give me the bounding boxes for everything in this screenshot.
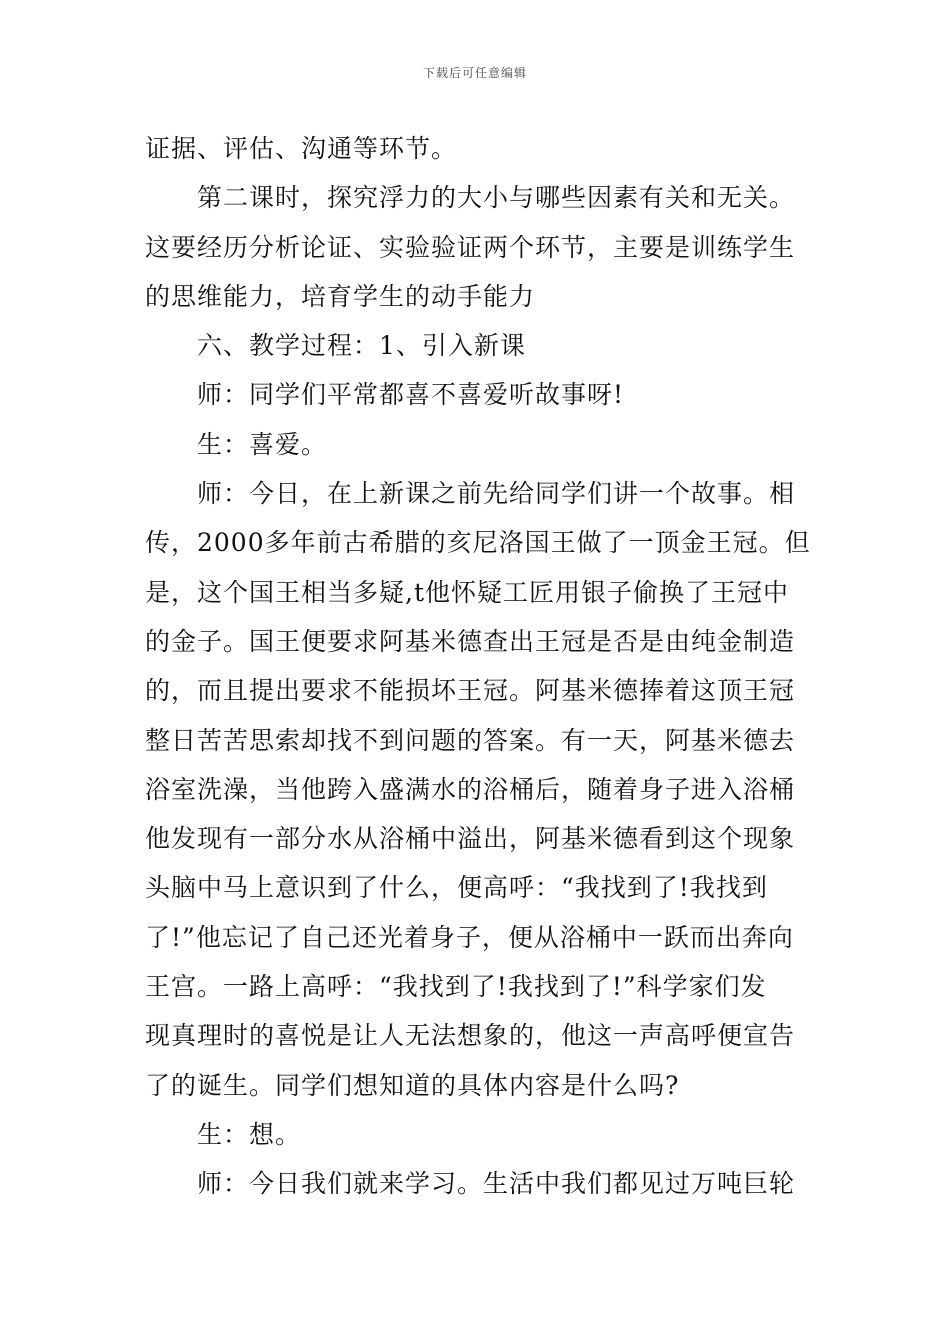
text-line: 了!”他忘记了自己还光着身子，便从浴桶中一跃而出奔向 [145,922,794,952]
text-line: 浴室洗澡，当他跨入盛满水的浴桶后，随着身子进入浴桶 [145,774,796,804]
text-line: 的，而且提出要求不能损坏王冠。阿基米德捧着这顶王冠 [145,676,796,706]
text-line: 他发现有一部分水从浴桶中溢出，阿基米德看到这个现象 [145,824,796,854]
text-line: 的金子。国王便要求阿基米德查出王冠是否是由纯金制造 [145,626,796,656]
text-line: 传，2000多年前古希腊的亥尼洛国王做了一顶金王冠。但 [145,528,811,558]
teacher-line: 师：今日我们就来学习。生活中我们都见过万吨巨轮 [197,1169,796,1199]
student-line: 生：想。 [197,1119,302,1149]
paragraph-line: 第二课时，探究浮力的大小与哪些因素有关和无关。 [197,183,796,213]
section-heading: 六、教学过程：1、引入新课 [197,331,526,361]
text-line: 王宫。一路上高呼：“我找到了!我找到了!”科学家们发 [145,972,767,1002]
document-body [145,124,811,1209]
teacher-line: 师：今日，在上新课之前先给同学们讲一个故事。相 [197,479,796,509]
text-line: 证据、评估、沟通等环节。 [145,134,458,163]
text-line: 整日苦苦思索却找不到问题的答案。有一天，阿基米德去 [145,725,796,755]
text-line: 了的诞生。同学们想知道的具体内容是什么吗? [145,1070,680,1100]
teacher-line: 师：同学们平常都喜不喜爱听故事呀! [197,380,625,410]
text-line: 是，这个国王相当多疑,t他怀疑工匠用银子偷换了王冠中 [145,577,789,607]
text-line: 头脑中马上意识到了什么，便高呼：“我找到了!我找到 [145,873,768,903]
student-line: 生：喜爱。 [197,429,328,459]
text-line: 现真理时的喜悦是让人无法想象的，他这一声高呼便宣告 [145,1021,796,1051]
text-line: 这要经历分析论证、实验验证两个环节，主要是训练学生 [145,232,796,262]
text-line: 的思维能力，培育学生的动手能力 [145,281,536,311]
page-header: 下载后可任意编辑 [422,66,527,80]
